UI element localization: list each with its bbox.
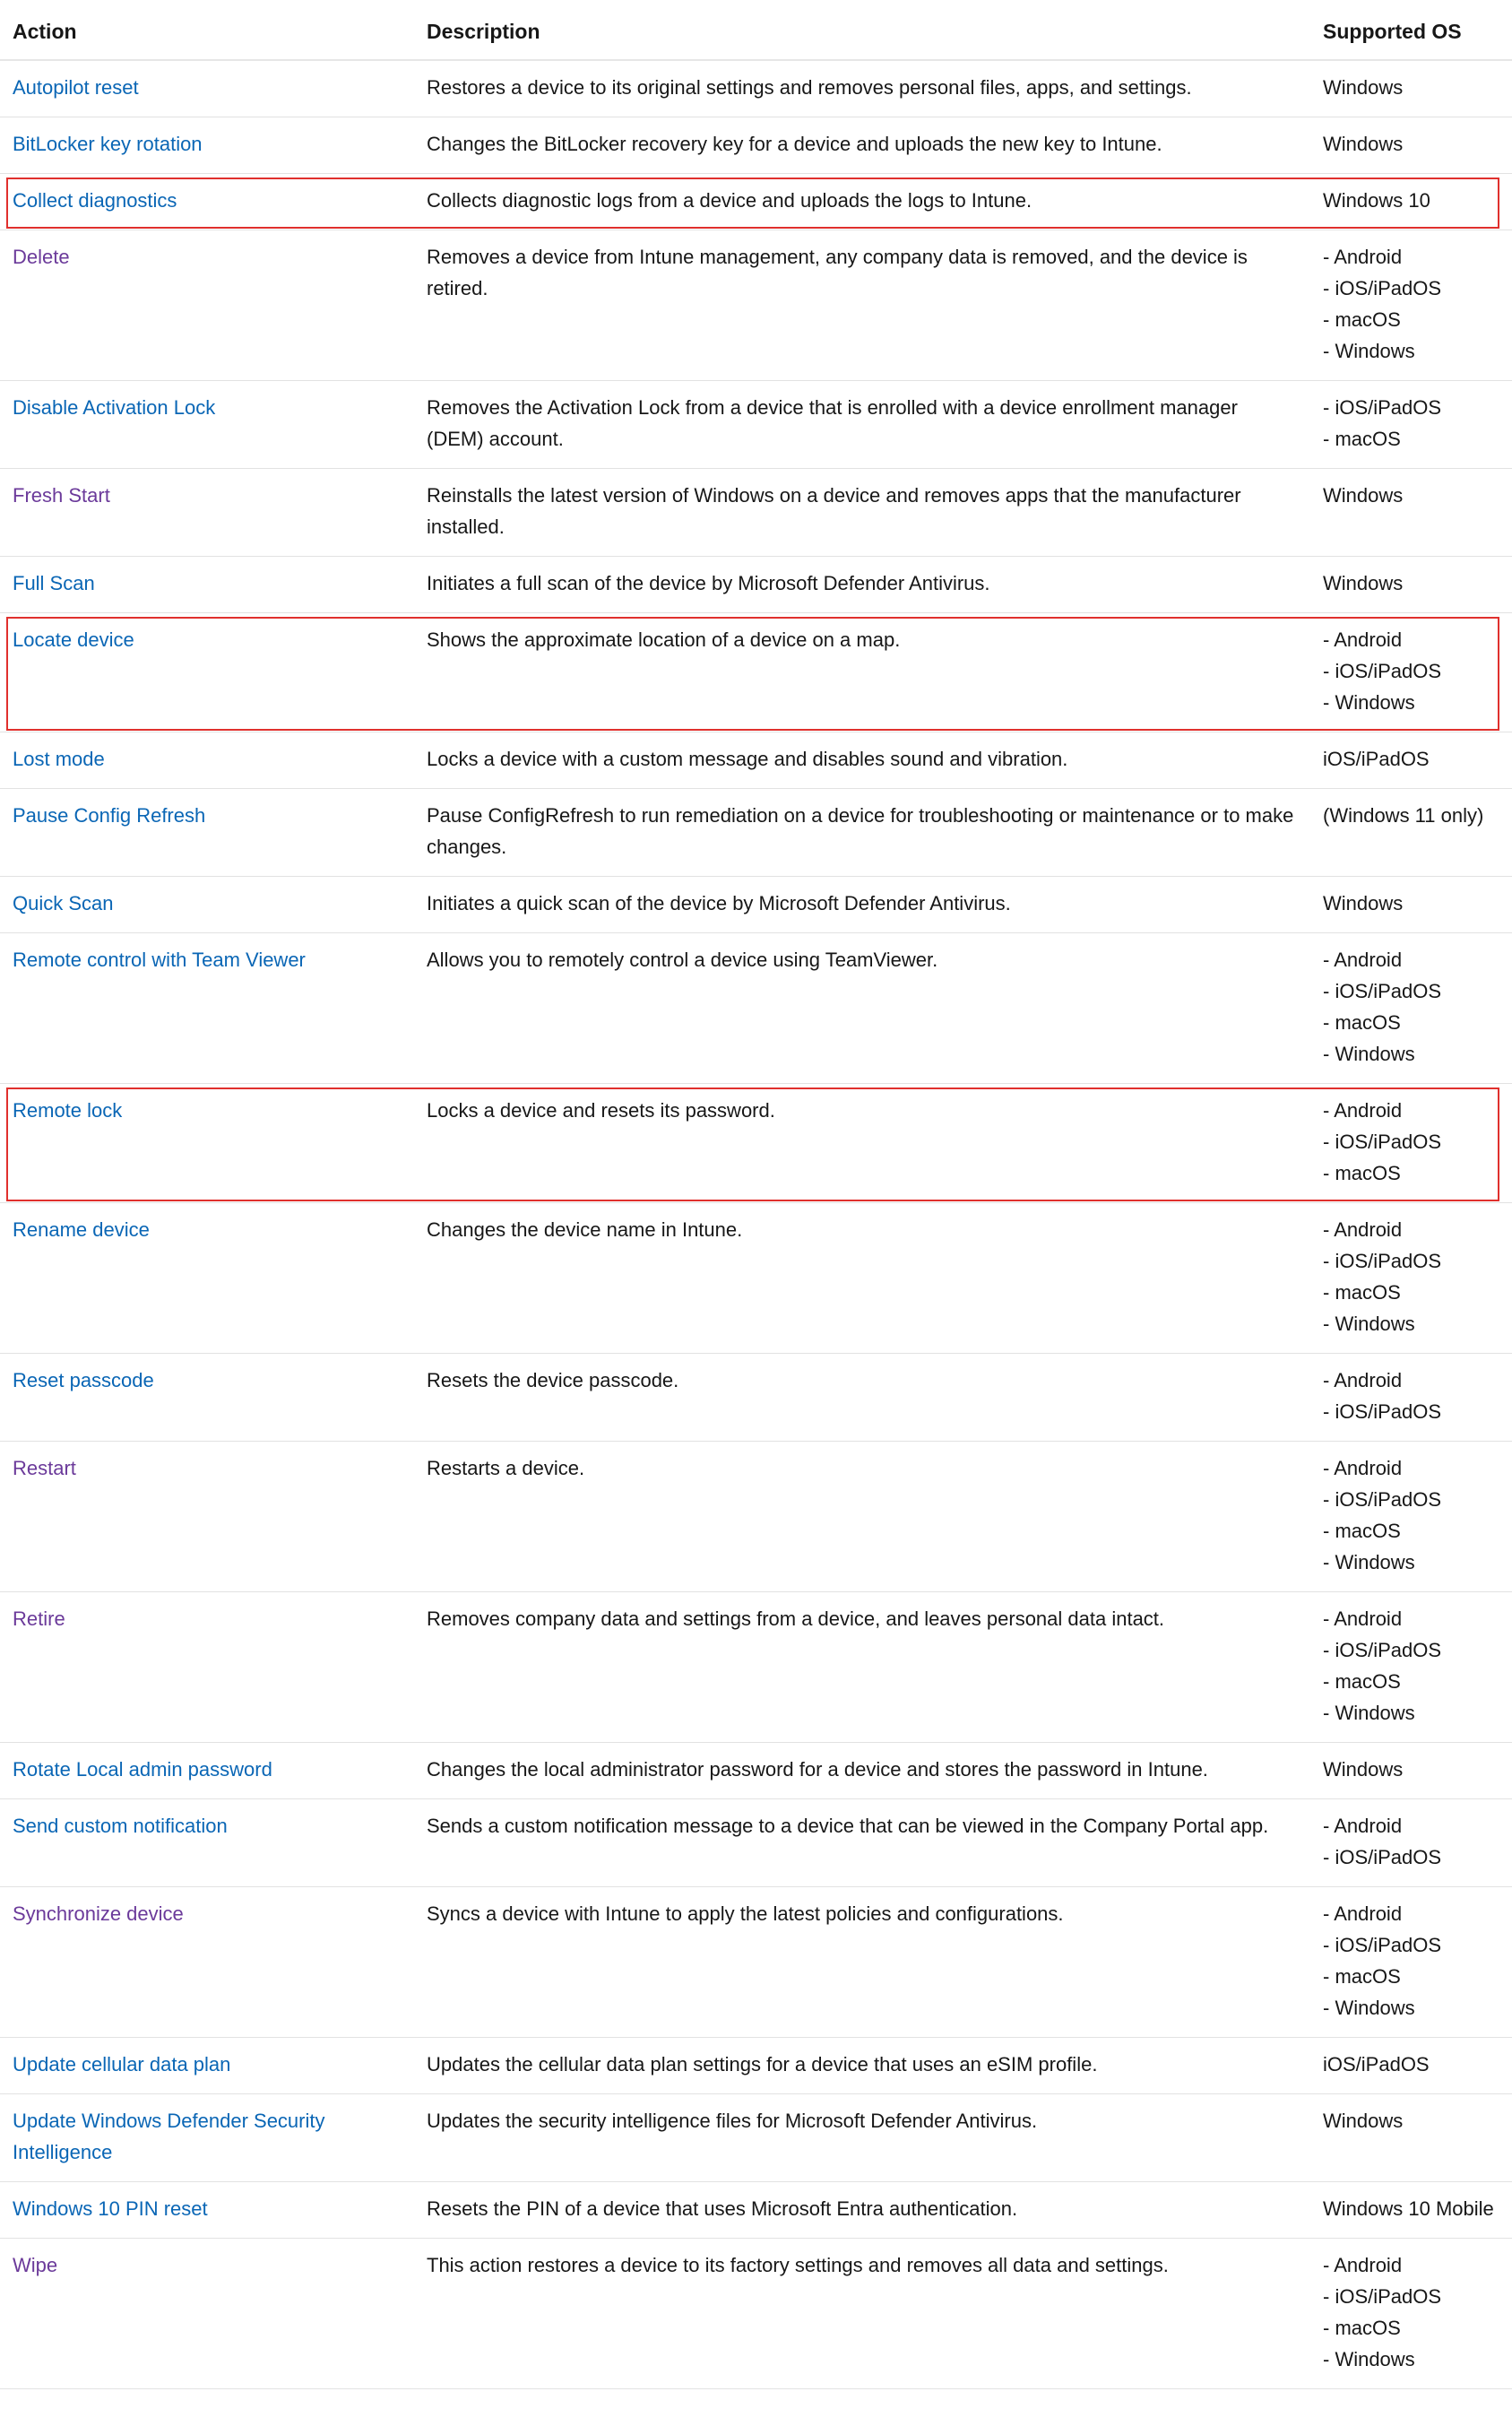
os-item: - Windows	[1323, 340, 1415, 362]
os-item: - macOS	[1323, 1281, 1401, 1304]
description-cell: Changes the BitLocker recovery key for a device and uploads the new key to Intune.	[414, 117, 1310, 174]
supported-os-cell	[1310, 1354, 1512, 1442]
supported-os-cell	[1310, 117, 1512, 174]
action-link[interactable]: Disable Activation Lock	[13, 396, 216, 419]
description-cell: Initiates a quick scan of the device by Microsoft Defender Antivirus.	[414, 877, 1310, 933]
action-cell	[0, 117, 414, 174]
description-cell: Allows you to remotely control a device using TeamViewer.	[414, 933, 1310, 1084]
table-row	[0, 877, 1512, 933]
os-item: - macOS	[1323, 1162, 1401, 1184]
os-item: - macOS	[1323, 1670, 1401, 1693]
table-row	[0, 1887, 1512, 2038]
description-cell: Restarts a device.	[414, 1442, 1310, 1592]
os-item: - iOS/iPadOS	[1323, 980, 1442, 1002]
description-cell: Updates the cellular data plan settings for a device that uses an eSIM profile.	[414, 2038, 1310, 2094]
os-item: - Android	[1323, 628, 1403, 651]
action-cell	[0, 732, 414, 789]
os-item: - Android	[1323, 1815, 1403, 1837]
action-cell	[0, 230, 414, 381]
supported-os-cell	[1310, 2182, 1512, 2239]
os-item: Windows	[1323, 1758, 1404, 1781]
os-item: - Windows	[1323, 1702, 1415, 1724]
action-link[interactable]: Remote control with Team Viewer	[13, 949, 306, 971]
action-link[interactable]: Delete	[13, 246, 70, 268]
os-item: - iOS/iPadOS	[1323, 277, 1442, 299]
table-row	[0, 1203, 1512, 1354]
supported-os-cell	[1310, 1799, 1512, 1887]
supported-os-cell	[1310, 877, 1512, 933]
description-cell: Removes the Activation Lock from a device that is enrolled with a device enrollment manager (DEM) account.	[414, 381, 1310, 469]
action-cell	[0, 174, 414, 230]
table-row	[0, 381, 1512, 469]
table-row	[0, 1354, 1512, 1442]
table-row	[0, 2038, 1512, 2094]
action-cell	[0, 789, 414, 877]
action-cell	[0, 1084, 414, 1203]
os-item: Windows 10 Mobile	[1323, 2197, 1494, 2220]
table-row	[0, 1743, 1512, 1799]
supported-os-cell	[1310, 1887, 1512, 2038]
description-cell: Syncs a device with Intune to apply the latest policies and configurations.	[414, 1887, 1310, 2038]
os-item: Windows	[1323, 133, 1404, 155]
os-item: Windows	[1323, 892, 1404, 914]
os-item: - macOS	[1323, 1965, 1401, 1988]
action-link[interactable]: Windows 10 PIN reset	[13, 2197, 208, 2220]
description-cell: Initiates a full scan of the device by Microsoft Defender Antivirus.	[414, 557, 1310, 613]
action-link[interactable]: Full Scan	[13, 572, 95, 594]
supported-os-cell	[1310, 1743, 1512, 1799]
os-item: - iOS/iPadOS	[1323, 1639, 1442, 1661]
description-cell: Sends a custom notification message to a device that can be viewed in the Company Portal app.	[414, 1799, 1310, 1887]
action-cell	[0, 613, 414, 732]
os-item: - Android	[1323, 2254, 1403, 2276]
action-cell	[0, 877, 414, 933]
description-cell: This action restores a device to its factory settings and removes all data and settings.	[414, 2239, 1310, 2389]
action-cell	[0, 933, 414, 1084]
table-row	[0, 613, 1512, 732]
supported-os-cell	[1310, 1084, 1512, 1203]
os-item: - iOS/iPadOS	[1323, 1131, 1442, 1153]
os-item: - macOS	[1323, 1011, 1401, 1034]
description-cell: Resets the device passcode.	[414, 1354, 1310, 1442]
os-item: - iOS/iPadOS	[1323, 1488, 1442, 1511]
table-row	[0, 469, 1512, 557]
description-cell: Locks a device with a custom message and disables sound and vibration.	[414, 732, 1310, 789]
description-cell: Resets the PIN of a device that uses Microsoft Entra authentication.	[414, 2182, 1310, 2239]
column-header-action: Action	[0, 4, 414, 60]
action-cell	[0, 1442, 414, 1592]
os-item: Windows	[1323, 572, 1404, 594]
column-header-supported-os: Supported OS	[1310, 4, 1512, 60]
action-link[interactable]: Retire	[13, 1607, 65, 1630]
table-row	[0, 1084, 1512, 1203]
os-item: - iOS/iPadOS	[1323, 660, 1442, 682]
os-item: - iOS/iPadOS	[1323, 1846, 1442, 1868]
action-cell	[0, 2239, 414, 2389]
action-link[interactable]: Synchronize device	[13, 1902, 184, 1925]
table-row	[0, 60, 1512, 117]
os-item: - Android	[1323, 1457, 1403, 1479]
supported-os-cell	[1310, 1592, 1512, 1743]
action-link[interactable]: Update Windows Defender Security Intelligence	[13, 2110, 325, 2163]
action-link[interactable]: Reset passcode	[13, 1369, 154, 1391]
description-cell: Collects diagnostic logs from a device and uploads the logs to Intune.	[414, 174, 1310, 230]
os-item: - iOS/iPadOS	[1323, 1934, 1442, 1956]
description-cell: Reinstalls the latest version of Windows on a device and removes apps that the manufacturer installed.	[414, 469, 1310, 557]
action-cell	[0, 60, 414, 117]
os-item: Windows	[1323, 76, 1404, 99]
action-link[interactable]: Pause Config Refresh	[13, 804, 206, 827]
os-item: - Android	[1323, 1607, 1403, 1630]
description-cell: Changes the local administrator password for a device and stores the password in Intune.	[414, 1743, 1310, 1799]
os-item: - iOS/iPadOS	[1323, 1250, 1442, 1272]
os-item: - macOS	[1323, 2317, 1401, 2339]
action-cell	[0, 2094, 414, 2182]
action-cell	[0, 2038, 414, 2094]
os-item: - iOS/iPadOS	[1323, 2285, 1442, 2308]
os-item: - Windows	[1323, 691, 1415, 714]
table-row	[0, 1799, 1512, 1887]
os-item: - Android	[1323, 1218, 1403, 1241]
os-item: - Windows	[1323, 1997, 1415, 2019]
supported-os-cell	[1310, 469, 1512, 557]
os-item: iOS/iPadOS	[1323, 748, 1430, 770]
action-link[interactable]: Rotate Local admin password	[13, 1758, 272, 1781]
action-link[interactable]: Send custom notification	[13, 1815, 228, 1837]
action-link[interactable]: Restart	[13, 1457, 76, 1479]
table-row	[0, 1592, 1512, 1743]
os-item: - iOS/iPadOS	[1323, 396, 1442, 419]
action-link[interactable]: Quick Scan	[13, 892, 114, 914]
table-row	[0, 789, 1512, 877]
action-cell	[0, 1354, 414, 1442]
table-row	[0, 2094, 1512, 2182]
os-item: - Android	[1323, 246, 1403, 268]
table-row	[0, 1442, 1512, 1592]
supported-os-cell	[1310, 613, 1512, 732]
os-item: - iOS/iPadOS	[1323, 1400, 1442, 1423]
os-item: - Windows	[1323, 1043, 1415, 1065]
table-row	[0, 933, 1512, 1084]
action-cell	[0, 469, 414, 557]
action-link[interactable]: Rename device	[13, 1218, 150, 1241]
os-item: Windows	[1323, 2110, 1404, 2132]
os-item: iOS/iPadOS	[1323, 2053, 1430, 2075]
table-row	[0, 230, 1512, 381]
action-cell	[0, 1203, 414, 1354]
os-item: - macOS	[1323, 308, 1401, 331]
description-cell: Restores a device to its original settings and removes personal files, apps, and settings.	[414, 60, 1310, 117]
os-item: Windows	[1323, 484, 1404, 507]
table-header-row	[0, 4, 1512, 60]
action-link[interactable]: Collect diagnostics	[13, 189, 177, 212]
table-row	[0, 557, 1512, 613]
os-item: - Android	[1323, 1369, 1403, 1391]
action-link[interactable]: Update cellular data plan	[13, 2053, 231, 2075]
action-link[interactable]: Locate device	[13, 628, 134, 651]
description-cell: Removes a device from Intune management, any company data is removed, and the device is retired.	[414, 230, 1310, 381]
supported-os-cell	[1310, 557, 1512, 613]
os-item: (Windows 11 only)	[1323, 804, 1484, 827]
action-cell	[0, 557, 414, 613]
table-row	[0, 2182, 1512, 2239]
supported-os-cell	[1310, 1442, 1512, 1592]
description-cell: Shows the approximate location of a device on a map.	[414, 613, 1310, 732]
column-header-description: Description	[414, 4, 1310, 60]
os-item: - Windows	[1323, 2348, 1415, 2370]
description-cell: Locks a device and resets its password.	[414, 1084, 1310, 1203]
supported-os-cell	[1310, 789, 1512, 877]
supported-os-cell	[1310, 732, 1512, 789]
os-item: - macOS	[1323, 1520, 1401, 1542]
table-row	[0, 174, 1512, 230]
supported-os-cell	[1310, 2094, 1512, 2182]
table-row	[0, 732, 1512, 789]
action-link[interactable]: Autopilot reset	[13, 76, 139, 99]
description-cell: Removes company data and settings from a device, and leaves personal data intact.	[414, 1592, 1310, 1743]
supported-os-cell	[1310, 60, 1512, 117]
os-item: - Android	[1323, 1099, 1403, 1122]
os-item: - macOS	[1323, 428, 1401, 450]
action-cell	[0, 1743, 414, 1799]
description-cell: Updates the security intelligence files for Microsoft Defender Antivirus.	[414, 2094, 1310, 2182]
supported-os-cell	[1310, 174, 1512, 230]
action-link[interactable]: BitLocker key rotation	[13, 133, 203, 155]
action-link[interactable]: Wipe	[13, 2254, 58, 2276]
os-item: - Windows	[1323, 1313, 1415, 1335]
action-link[interactable]: Remote lock	[13, 1099, 123, 1122]
action-cell	[0, 381, 414, 469]
action-cell	[0, 1887, 414, 2038]
table-row	[0, 117, 1512, 174]
os-item: Windows 10	[1323, 189, 1430, 212]
os-item: - Windows	[1323, 1551, 1415, 1573]
os-item: - Android	[1323, 949, 1403, 971]
action-cell	[0, 2182, 414, 2239]
action-link[interactable]: Lost mode	[13, 748, 105, 770]
description-cell: Pause ConfigRefresh to run remediation on a device for troubleshooting or maintenance or to make changes.	[414, 789, 1310, 877]
action-cell	[0, 1592, 414, 1743]
supported-os-cell	[1310, 933, 1512, 1084]
supported-os-cell	[1310, 2038, 1512, 2094]
supported-os-cell	[1310, 230, 1512, 381]
device-actions-table	[0, 4, 1512, 2389]
action-link[interactable]: Fresh Start	[13, 484, 110, 507]
os-item: - Android	[1323, 1902, 1403, 1925]
table-row	[0, 2239, 1512, 2389]
supported-os-cell	[1310, 2239, 1512, 2389]
supported-os-cell	[1310, 381, 1512, 469]
description-cell: Changes the device name in Intune.	[414, 1203, 1310, 1354]
action-cell	[0, 1799, 414, 1887]
supported-os-cell	[1310, 1203, 1512, 1354]
